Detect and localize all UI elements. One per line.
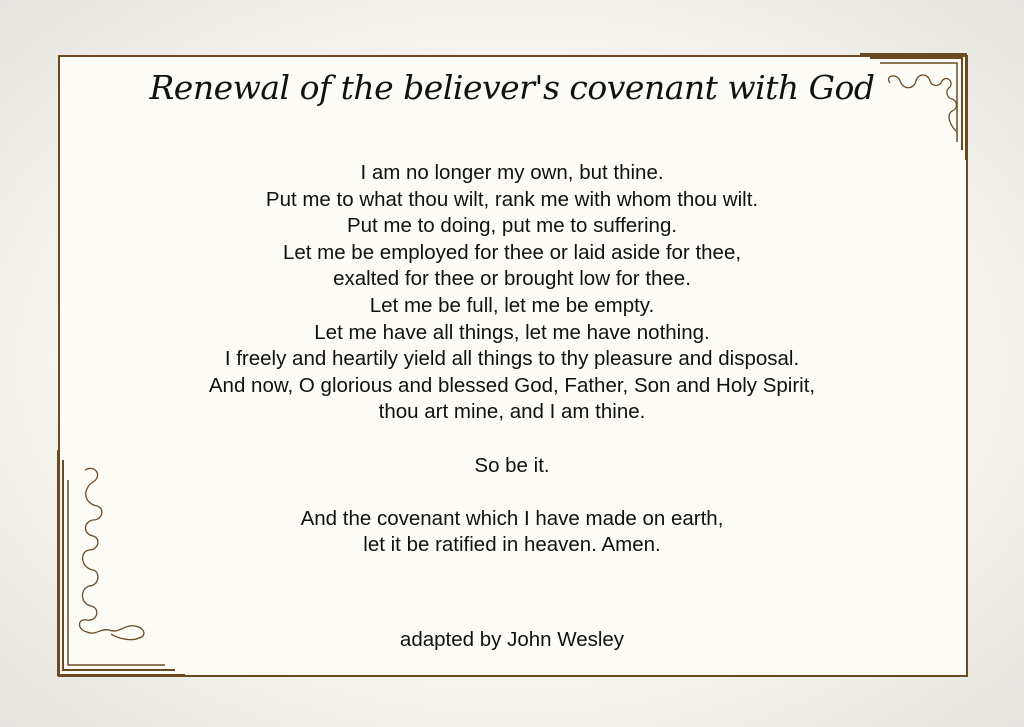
prayer-line: And now, O glorious and blessed God, Father, Son and Holy Spirit, (208, 373, 816, 397)
prayer-line: I am no longer my own, but thine. (360, 161, 664, 184)
page-title: Renewal of the believer's covenant with God (149, 68, 875, 107)
prayer-line: let it be ratified in heaven. Amen. (363, 533, 661, 557)
prayer-line: And the covenant which I have made on earth, (300, 506, 724, 530)
prayer-line: Put me to doing, put me to suffering. (346, 214, 678, 238)
prayer-line: Put me to what thou wilt, rank me with whom thou wilt. (265, 187, 759, 211)
prayer-line: Let me have all things, let me have nothing. (314, 320, 710, 344)
prayer-text (0, 160, 1024, 559)
prayer-line: exalted for thee or brought low for thee. (333, 267, 691, 291)
prayer-line: thou art mine, and I am thine. (378, 400, 646, 424)
prayer-line: I freely and heartily yield all things to thy pleasure and disposal. (224, 347, 800, 371)
prayer-line: So be it. (474, 453, 550, 477)
prayer-line: Let me be employed for thee or laid aside for thee, (282, 240, 742, 264)
prayer-line: Let me be full, let me be empty. (369, 293, 655, 317)
attribution: adapted by John Wesley (399, 628, 625, 651)
